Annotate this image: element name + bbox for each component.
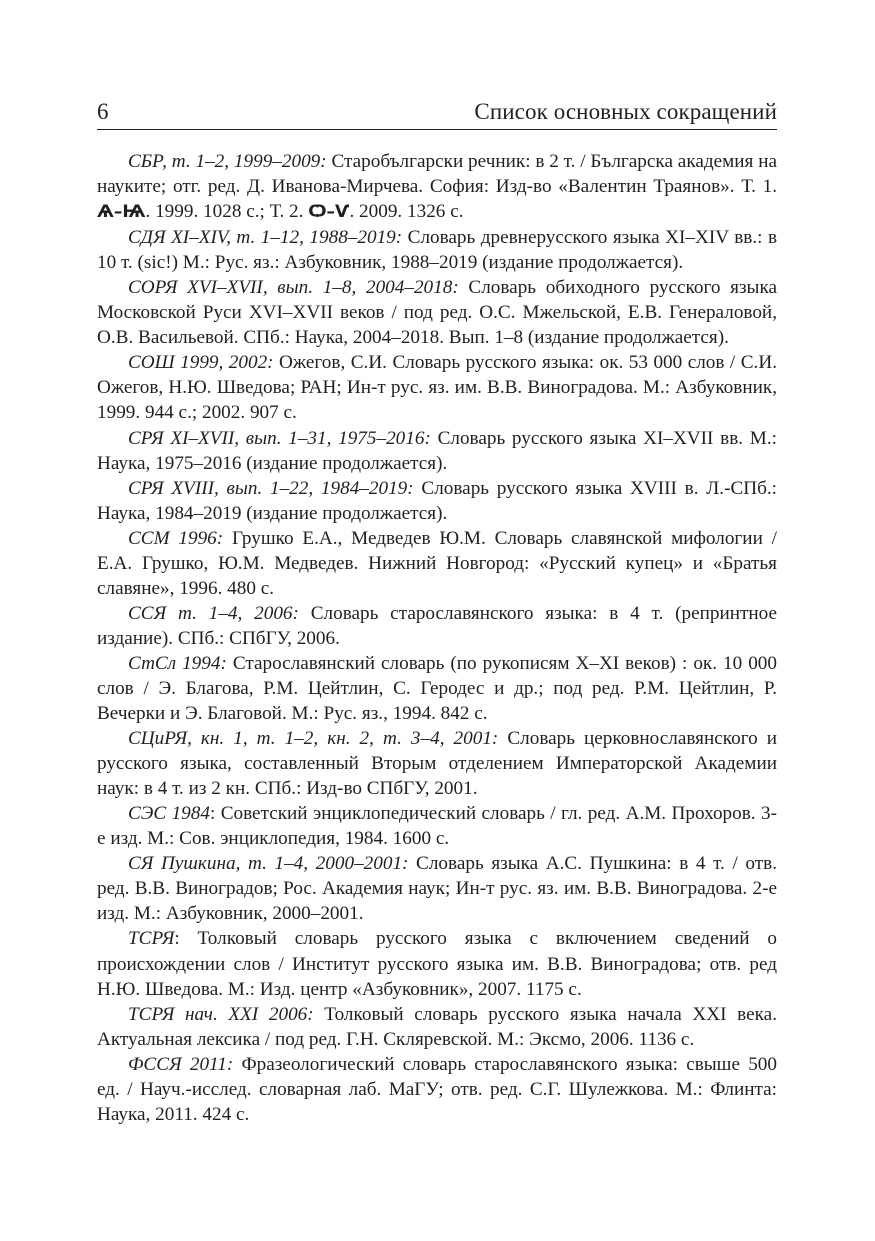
volume-letter-range: Ѻ–Ѵ bbox=[308, 202, 350, 223]
entry-key: СДЯ XI–XIV, т. 1–12, 1988–2019: bbox=[128, 227, 403, 249]
entry-text: Старославянский словарь (по рукописям X–XI веков) : ок. 10 000 слов / Э. Благова, Р.М. Цейтлин, С. Геродес и др.; под ред. Р.М. Цейтлин, Р. Вечерки и Э. Благовой. М.: Рус. яз., 1994. 842 с. bbox=[97, 652, 777, 725]
page-header bbox=[97, 96, 777, 130]
entry-text: Ожегов, С.И. Словарь русского языка: ок. 53 000 слов / С.И. Ожегов, Н.Ю. Шведова; РАН; Ин-т рус. яз. им. В.В. Виноградова. М.: Азбуковник, 1999. 944 с.; 2002. 907 с. bbox=[97, 352, 777, 424]
list-item bbox=[97, 801, 777, 851]
entry-text: Старобългарски речник: в 2 т. / Българска академия на науките; отг. ред. Д. Иванова-Мирчева. София: Изд-во «Валентин Траянов». Т. 1. bbox=[97, 151, 777, 198]
list-item bbox=[97, 526, 777, 601]
page-number: 6 bbox=[97, 99, 109, 124]
entry-text: . 2009. 1326 с. bbox=[349, 201, 464, 223]
entry-key: СтСл 1994: bbox=[128, 652, 227, 674]
entry-key: СЯ Пушкина, т. 1–4, 2000–2001: bbox=[128, 853, 409, 875]
list-item bbox=[97, 426, 777, 476]
entry-text: Словарь русского языка XVIII в. Л.-СПб.: Наука, 1984–2019 (издание продолжается). bbox=[97, 477, 778, 524]
volume-letter-range: Ѧ–Ѩ bbox=[97, 202, 146, 223]
running-title: Список основных сокращений bbox=[474, 99, 777, 124]
list-item-sbr bbox=[97, 149, 777, 225]
list-item bbox=[97, 851, 777, 926]
entry-text: Словарь церковнославянского и русского языка, составленный Вторым отделением Императорской Академии наук: в 4 т. из 2 кн. СПб.: Изд-во СПбГУ, 2001. bbox=[97, 728, 778, 800]
abbreviation-list bbox=[97, 149, 777, 1127]
entry-key: ТСРЯ bbox=[128, 928, 175, 950]
entry-text: Толковый словарь русского языка начала XXI века. Актуальная лексика / под ред. Г.Н. Скляревской. М.: Эксмо, 2006. 1136 с. bbox=[97, 1003, 777, 1050]
entry-key: СРЯ XVIII, вып. 1–22, 1984–2019: bbox=[128, 477, 414, 499]
list-item bbox=[97, 651, 777, 726]
entry-text: Грушко Е.А., Медведев Ю.М. Словарь славянской мифологии / Е.А. Грушко, Ю.М. Медведев. Нижний Новгород: «Русский купец» и «Братья славяне», 1996. 480 с. bbox=[97, 527, 777, 599]
entry-key: ФССЯ 2011: bbox=[128, 1053, 234, 1075]
list-item bbox=[97, 225, 777, 275]
list-item bbox=[97, 1052, 777, 1127]
list-item bbox=[97, 476, 777, 526]
entry-text: : Толковый словарь русского языка с включением сведений о происхождении слов / Институт русского языка им. В.В. Виноградова; отв. ред Н.Ю. Шведова. М.: Изд. центр «Азбуковник», 2007. 1175 с. bbox=[97, 928, 777, 1000]
entry-key: СБР, т. 1–2, 1999–2009: bbox=[128, 151, 327, 172]
entry-text: Словарь языка А.С. Пушкина: в 4 т. / отв. ред. В.В. Виноградов; Рос. Академия наук; Ин-т рус. яз. им. В.В. Виноградова. 2-е изд. М.: Азбуковник, 2000–2001. bbox=[97, 853, 777, 925]
entry-text: : Советский энциклопедический словарь / гл. ред. А.М. Прохоров. 3-е изд. М.: Сов. энциклопедия, 1984. 1600 с. bbox=[97, 803, 777, 850]
entry-text: Словарь древнерусского языка XI–XIV вв.: в 10 т. (sic!) М.: Рус. яз.: Азбуковник, 1988–2019 (издание продолжается). bbox=[97, 227, 778, 274]
entry-key: СОРЯ XVI–XVII, вып. 1–8, 2004–2018: bbox=[128, 277, 459, 299]
list-item bbox=[97, 926, 777, 1001]
list-item bbox=[97, 1002, 777, 1052]
entry-key: СЭС 1984 bbox=[128, 803, 210, 825]
entry-key: ССЯ т. 1–4, 2006: bbox=[128, 602, 299, 624]
list-item bbox=[97, 350, 777, 425]
entry-text: Фразеологический словарь старославянского языка: свыше 500 ед. / Науч.-исслед. словарная лаб. МаГУ; отв. ред. С.Г. Шулежкова. М.: Флинта: Наука, 2011. 424 с. bbox=[97, 1053, 777, 1125]
entry-key: СОШ 1999, 2002: bbox=[128, 352, 274, 374]
entry-text: Словарь обиходного русского языка Московской Руси XVI–XVII веков / под ред. О.С. Мжельской, Е.В. Генераловой, О.В. Васильевой. СПб.: Наука, 2004–2018. Вып. 1–8 (издание продолжается). bbox=[97, 277, 777, 349]
entry-text: Словарь старославянского языка: в 4 т. (репринтное издание). СПб.: СПбГУ, 2006. bbox=[97, 602, 778, 649]
entry-text: . 1999. 1028 с.; Т. 2. bbox=[145, 201, 309, 223]
list-item bbox=[97, 601, 777, 651]
list-item bbox=[97, 726, 777, 801]
entry-key: СРЯ XI–XVII, вып. 1–31, 1975–2016: bbox=[128, 427, 431, 449]
entry-key: ТСРЯ нач. XXI 2006: bbox=[128, 1003, 314, 1025]
entry-key: ССМ 1996: bbox=[128, 527, 224, 549]
list-item bbox=[97, 275, 777, 350]
entry-key: СЦиРЯ, кн. 1, т. 1–2, кн. 2, т. 3–4, 2001: bbox=[128, 728, 499, 750]
entry-text: Словарь русского языка XI–XVII вв. М.: Наука, 1975–2016 (издание продолжается). bbox=[97, 427, 777, 474]
